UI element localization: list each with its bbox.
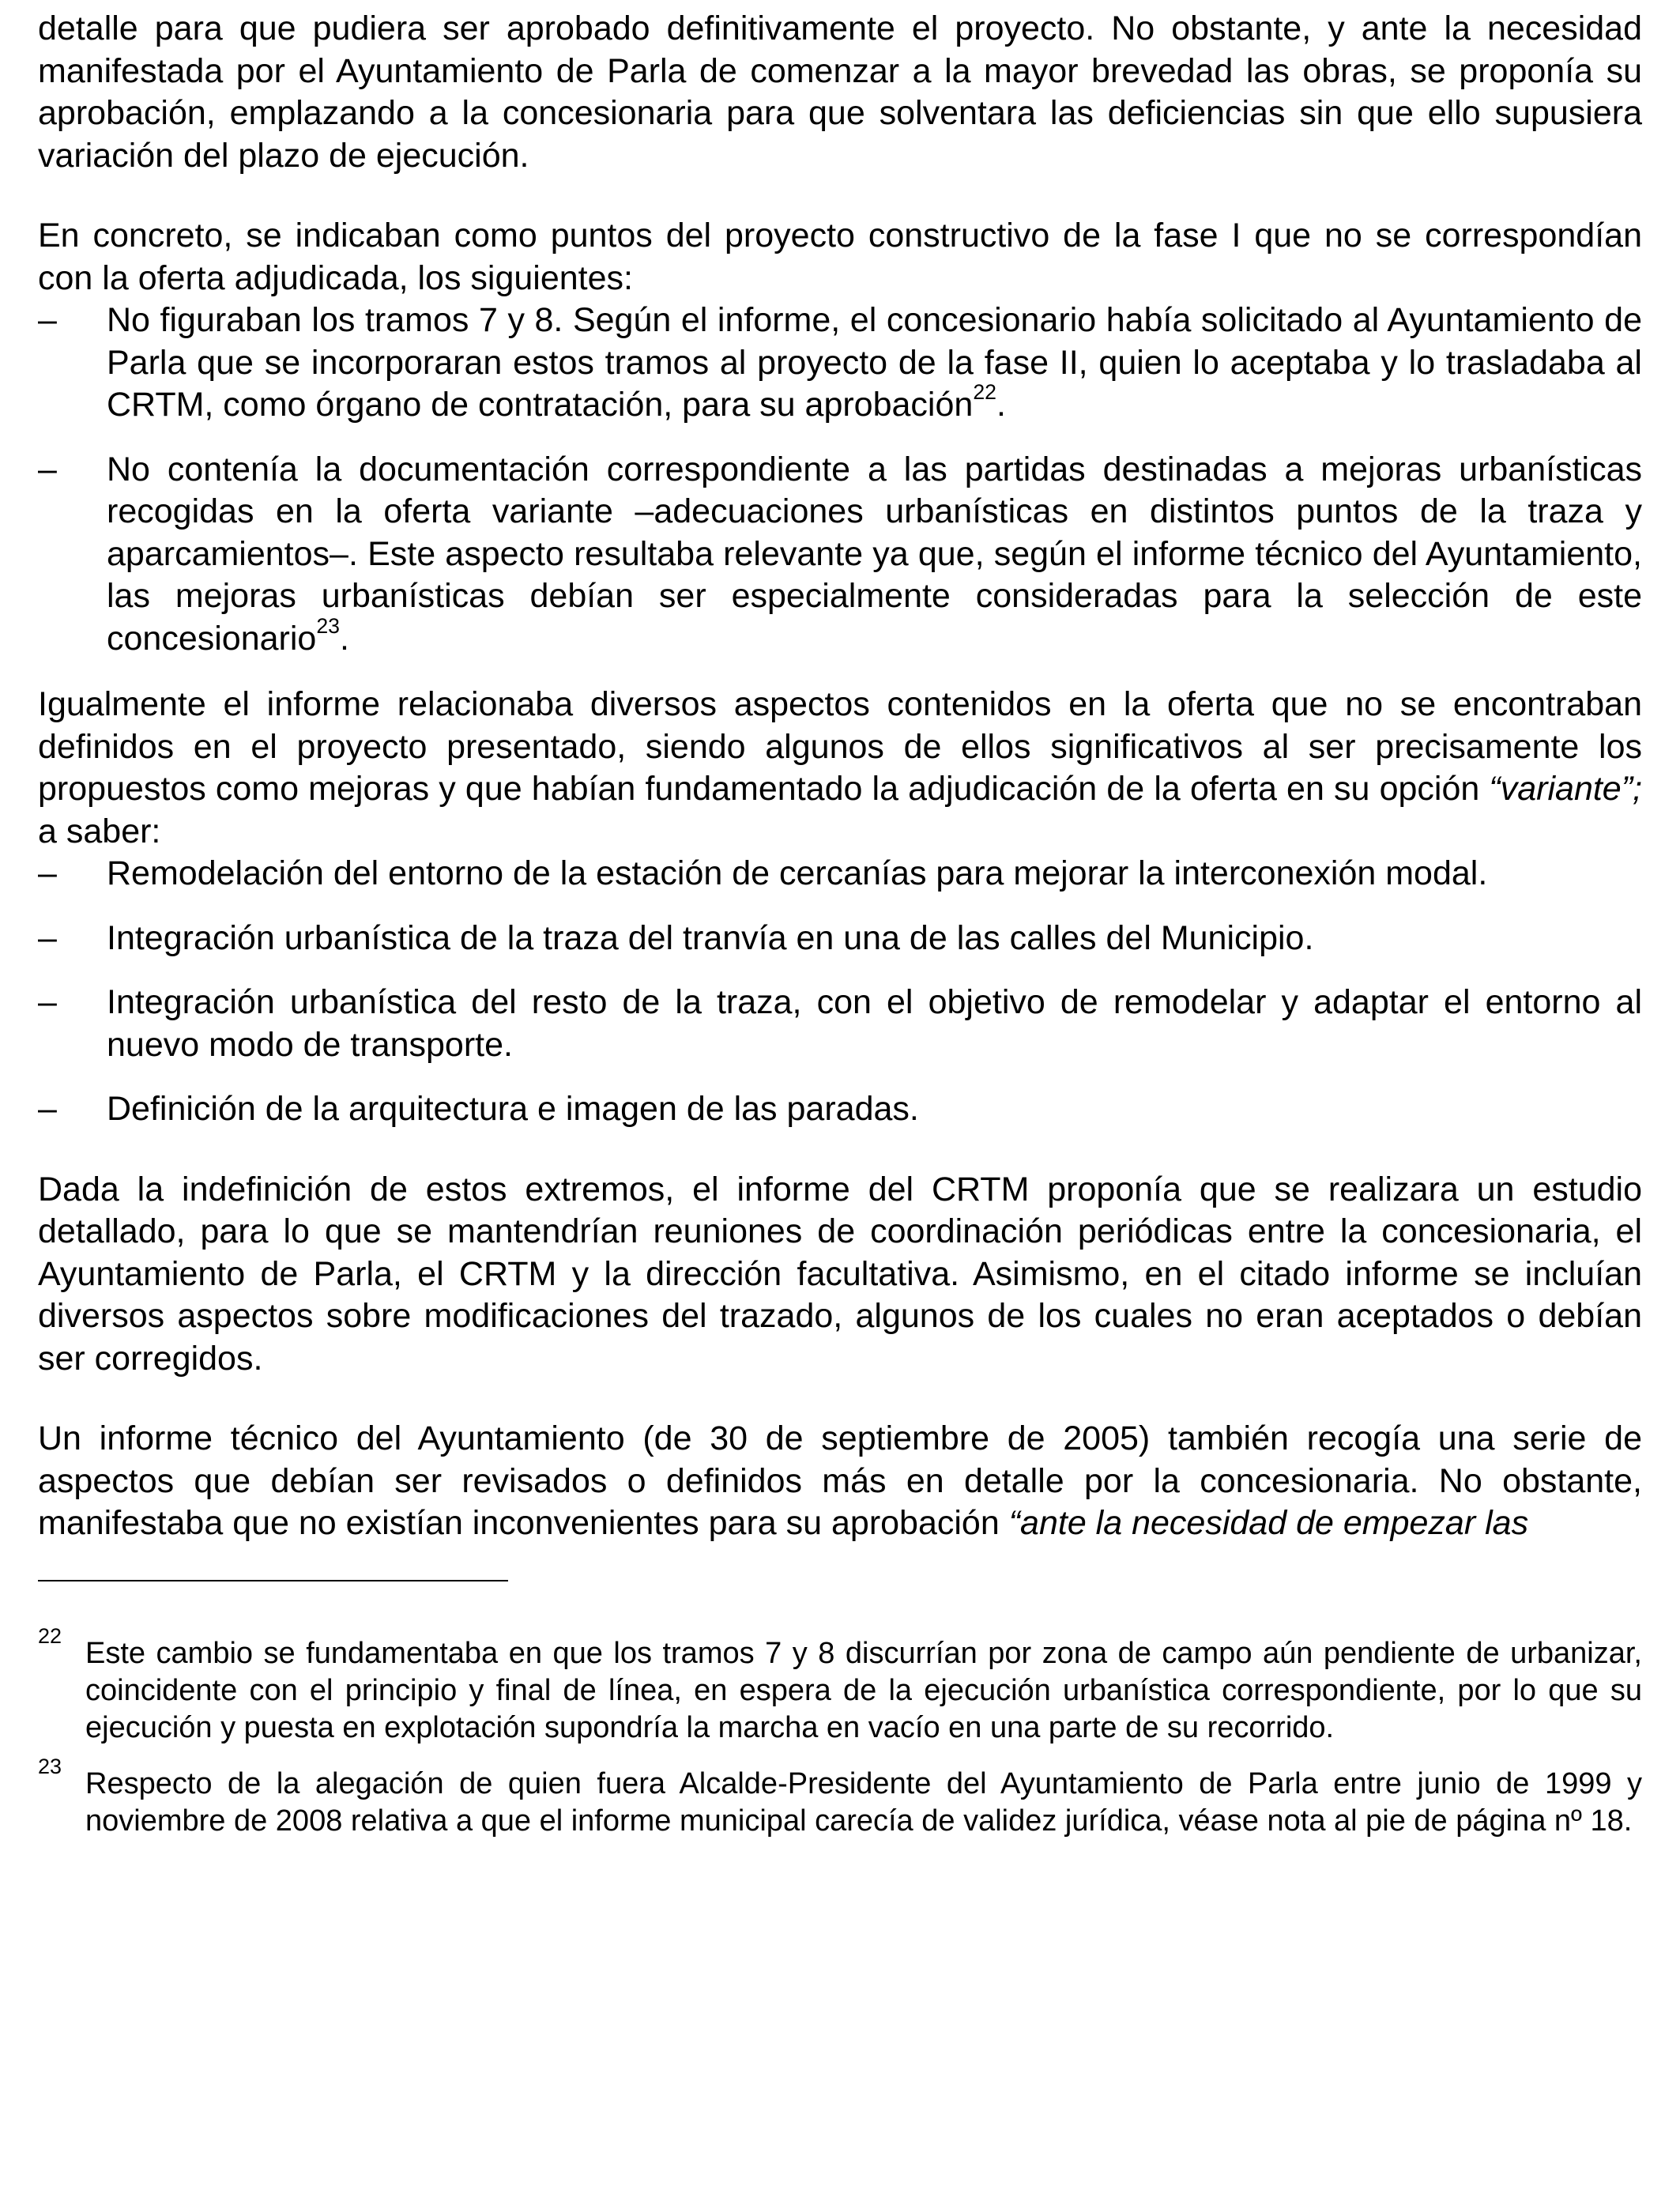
paragraph-3-text: Igualmente el informe relacionaba diversos aspectos contenidos en la oferta que no se encontraban definidos en el proyecto presentado, siendo algunos de ellos significativos al ser precisamente los propuestos como mejoras y que habían fundamentado la adjudicación de la oferta en su opción bbox=[38, 685, 1642, 808]
list-item-text: Definición de la arquitectura e imagen de las paradas. bbox=[107, 1090, 919, 1128]
document-page bbox=[38, 8, 1642, 1840]
paragraph-4: Dada la indefinición de estos extremos, el informe del CRTM proponía que se realizara un estudio detallado, para lo que se mantendrían reuniones de coordinación periódicas entre la concesionaria, el Ayuntamiento de Parla, el CRTM y la dirección facultativa. Asimismo, en el citado informe se incluían diversos aspectos sobre modificaciones del trazado, algunos de los cuales no eran aceptados o debían ser corregidos. bbox=[38, 1170, 1642, 1378]
list-item bbox=[38, 853, 1642, 895]
paragraph-5-text: Un informe técnico del Ayuntamiento (de 30 de septiembre de 2005) también recogía una serie de aspectos que debían ser revisados o definidos más en detalle por la concesionaria. No obstante, manifestaba que no existían inconvenientes para su aprobación bbox=[38, 1419, 1642, 1542]
list-item-text: No contenía la documentación correspondiente a las partidas destinadas a mejoras urbanísticas recogidas en la oferta variante –adecuaciones urbanísticas en distintos puntos de la traza y aparcamientos–. Este aspecto resultaba relevante ya que, según el informe técnico del Ayuntamiento, las mejoras urbanísticas debían ser especialmente consideradas para la selección de este concesionario bbox=[107, 450, 1642, 658]
list-item bbox=[38, 982, 1642, 1066]
footnote-separator bbox=[38, 1580, 508, 1581]
list-item bbox=[38, 449, 1642, 661]
footnote-ref-22[interactable]: 22 bbox=[973, 380, 996, 405]
list-item-text: Integración urbanística del resto de la traza, con el objetivo de remodelar y adaptar el entorno al nuevo modo de transporte. bbox=[107, 983, 1642, 1064]
paragraph-5-italic: “ante la necesidad de empezar las bbox=[1008, 1504, 1529, 1542]
dash-bullet: – bbox=[38, 918, 57, 957]
list-item-text: Remodelación del entorno de la estación de cercanías para mejorar la interconexión modal. bbox=[107, 854, 1488, 892]
footnote-22 bbox=[38, 1623, 1642, 1747]
list-item-text: No figuraban los tramos 7 y 8. Según el informe, el concesionario había solicitado al Ayuntamiento de Parla que se incorporaran estos tramos al proyecto de la fase II, quien lo aceptaba y lo trasladaba al CRTM, como órgano de contratación, para su aprobación bbox=[107, 301, 1642, 424]
paragraph-5 bbox=[38, 1418, 1642, 1545]
footnote-text: Respecto de la alegación de quien fuera Alcalde-Presidente del Ayuntamiento de Parla entre junio de 1999 y noviembre de 2008 relativa a que el informe municipal carecía de validez jurídica, véase nota al pie de página nº 18. bbox=[85, 1766, 1642, 1838]
footnote-ref-23[interactable]: 23 bbox=[316, 613, 340, 638]
footnote-text: Este cambio se fundamentaba en que los tramos 7 y 8 discurrían por zona de campo aún pendiente de urbanizar, coincidente con el principio y final de línea, en espera de la ejecución urbanística correspondiente, por lo que su ejecución y puesta en explotación supondría la marcha en vacío en una parte de su recorrido. bbox=[85, 1636, 1642, 1744]
dash-bullet: – bbox=[38, 983, 57, 1021]
footnote-number: 22 bbox=[38, 1623, 62, 1648]
list-item-end: . bbox=[996, 386, 1006, 424]
paragraph-3-italic: “variante”; bbox=[1489, 770, 1642, 808]
paragraph-1: detalle para que pudiera ser aprobado definitivamente el proyecto. No obstante, y ante la necesidad manifestada por el Ayuntamiento de Parla de comenzar a la mayor brevedad las obras, se proponía su aprobación, emplazando a la concesionaria para que solventara las deficiencias sin que ello supusiera variación del plazo de ejecución. bbox=[38, 9, 1642, 175]
paragraph-3-end: a saber: bbox=[38, 812, 161, 850]
dash-bullet: – bbox=[38, 301, 57, 339]
dash-bullet: – bbox=[38, 854, 57, 892]
footnotes bbox=[38, 1623, 1642, 1840]
list-item bbox=[38, 1088, 1642, 1131]
list-item-text: Integración urbanística de la traza del tranvía en una de las calles del Municipio. bbox=[107, 918, 1314, 957]
list-item-end: . bbox=[339, 619, 349, 658]
paragraph-3 bbox=[38, 684, 1642, 853]
list-item bbox=[38, 918, 1642, 960]
footnote-number: 23 bbox=[38, 1754, 62, 1778]
list-item bbox=[38, 300, 1642, 427]
footnote-23 bbox=[38, 1754, 1642, 1840]
aspects-list bbox=[38, 853, 1642, 1131]
dash-bullet: – bbox=[38, 450, 57, 488]
dash-bullet: – bbox=[38, 1090, 57, 1128]
deficiencies-list bbox=[38, 300, 1642, 660]
paragraph-2: En concreto, se indicaban como puntos del proyecto constructivo de la fase I que no se correspondían con la oferta adjudicada, los siguientes: bbox=[38, 217, 1642, 297]
